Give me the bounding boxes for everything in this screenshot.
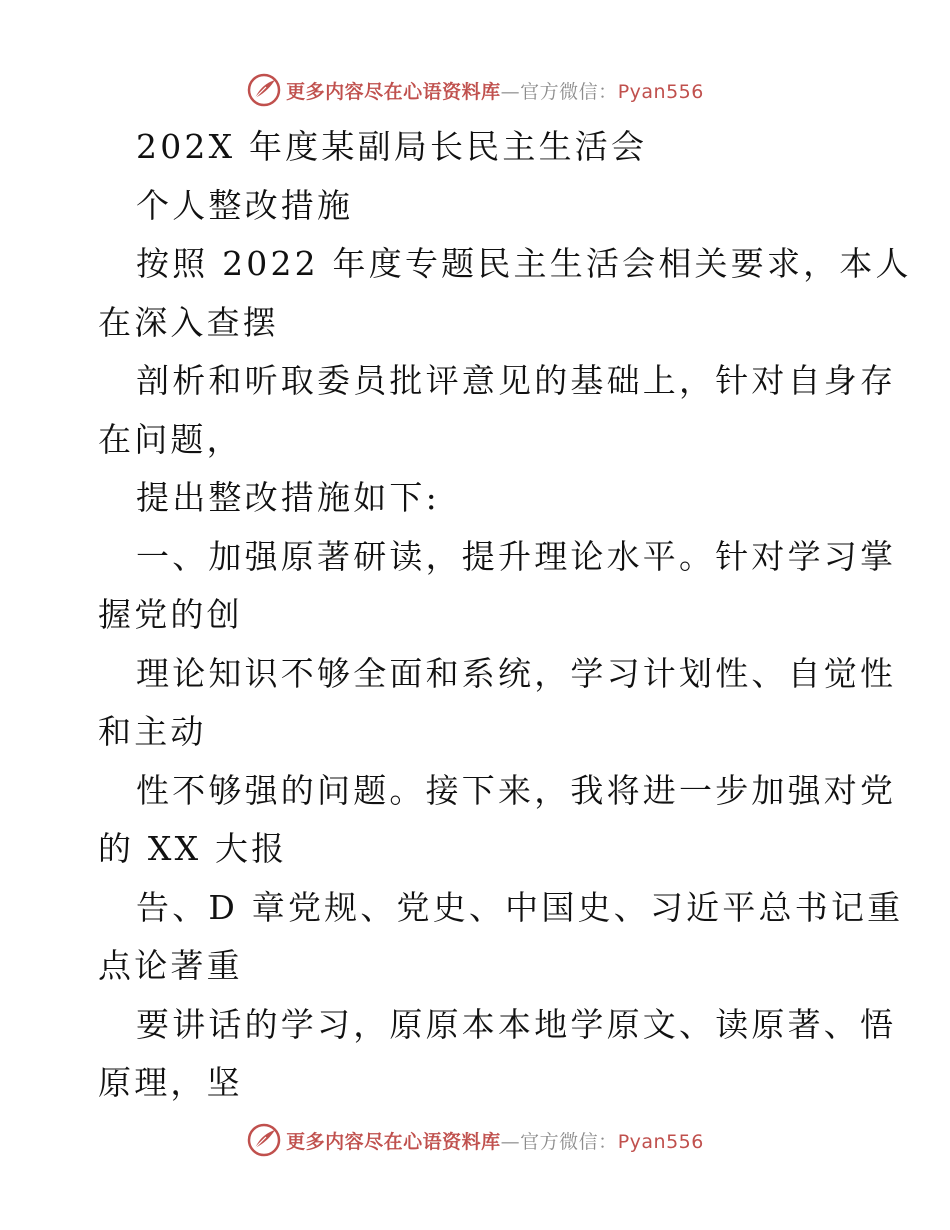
paragraph-line: 在问题， — [98, 419, 243, 459]
paragraph-line: 按照 2022 年度专题民主生活会相关要求，本人 — [136, 244, 912, 283]
paragraph-line: 性不够强的问题。接下来，我将进一步加强对党 — [136, 770, 897, 810]
document-subtitle: 个人整改措施 — [136, 185, 354, 225]
paragraph-line: 一、加强原著研读，提升理论水平。针对学习掌 — [136, 536, 897, 576]
watermark-sub-text: 官方微信： — [520, 80, 618, 103]
paragraph-line: 提出整改措施如下: — [136, 478, 440, 517]
paragraph-line: 告、D 章党规、党史、中国史、习近平总书记重 — [136, 887, 904, 927]
feather-pen-icon — [246, 72, 282, 108]
watermark-dash: — — [500, 1130, 521, 1153]
watermark-wechat-id: Pyan556 — [617, 1130, 704, 1153]
watermark-sub-text: 官方微信： — [520, 1130, 618, 1153]
paragraph-line: 点论著重 — [98, 946, 243, 985]
paragraph-line: 在深入查摆 — [98, 302, 279, 342]
watermark-dash: — — [500, 80, 521, 103]
watermark-main-text: 更多内容尽在心语资料库 — [286, 80, 501, 103]
watermark-main-text: 更多内容尽在心语资料库 — [286, 1130, 501, 1153]
paragraph-line: 和主动 — [98, 712, 207, 751]
watermark-header — [0, 70, 950, 110]
paragraph-line: 原理，坚 — [98, 1063, 243, 1102]
document-title: 202X 年度某副局长民主生活会 — [136, 127, 648, 166]
watermark-footer — [0, 1120, 950, 1160]
paragraph-line: 要讲话的学习，原原本本地学原文、读原著、悟 — [136, 1004, 897, 1044]
paragraph-line: 剖析和听取委员批评意见的基础上，针对自身存 — [136, 361, 897, 400]
paragraph-line: 的 XX 大报 — [98, 829, 288, 868]
document-body — [98, 118, 912, 1113]
paragraph-line: 握党的创 — [98, 595, 243, 634]
watermark-wechat-id: Pyan556 — [617, 80, 704, 103]
paragraph-line: 理论知识不够全面和系统，学习计划性、自觉性 — [136, 653, 897, 693]
feather-pen-icon — [246, 1122, 282, 1158]
